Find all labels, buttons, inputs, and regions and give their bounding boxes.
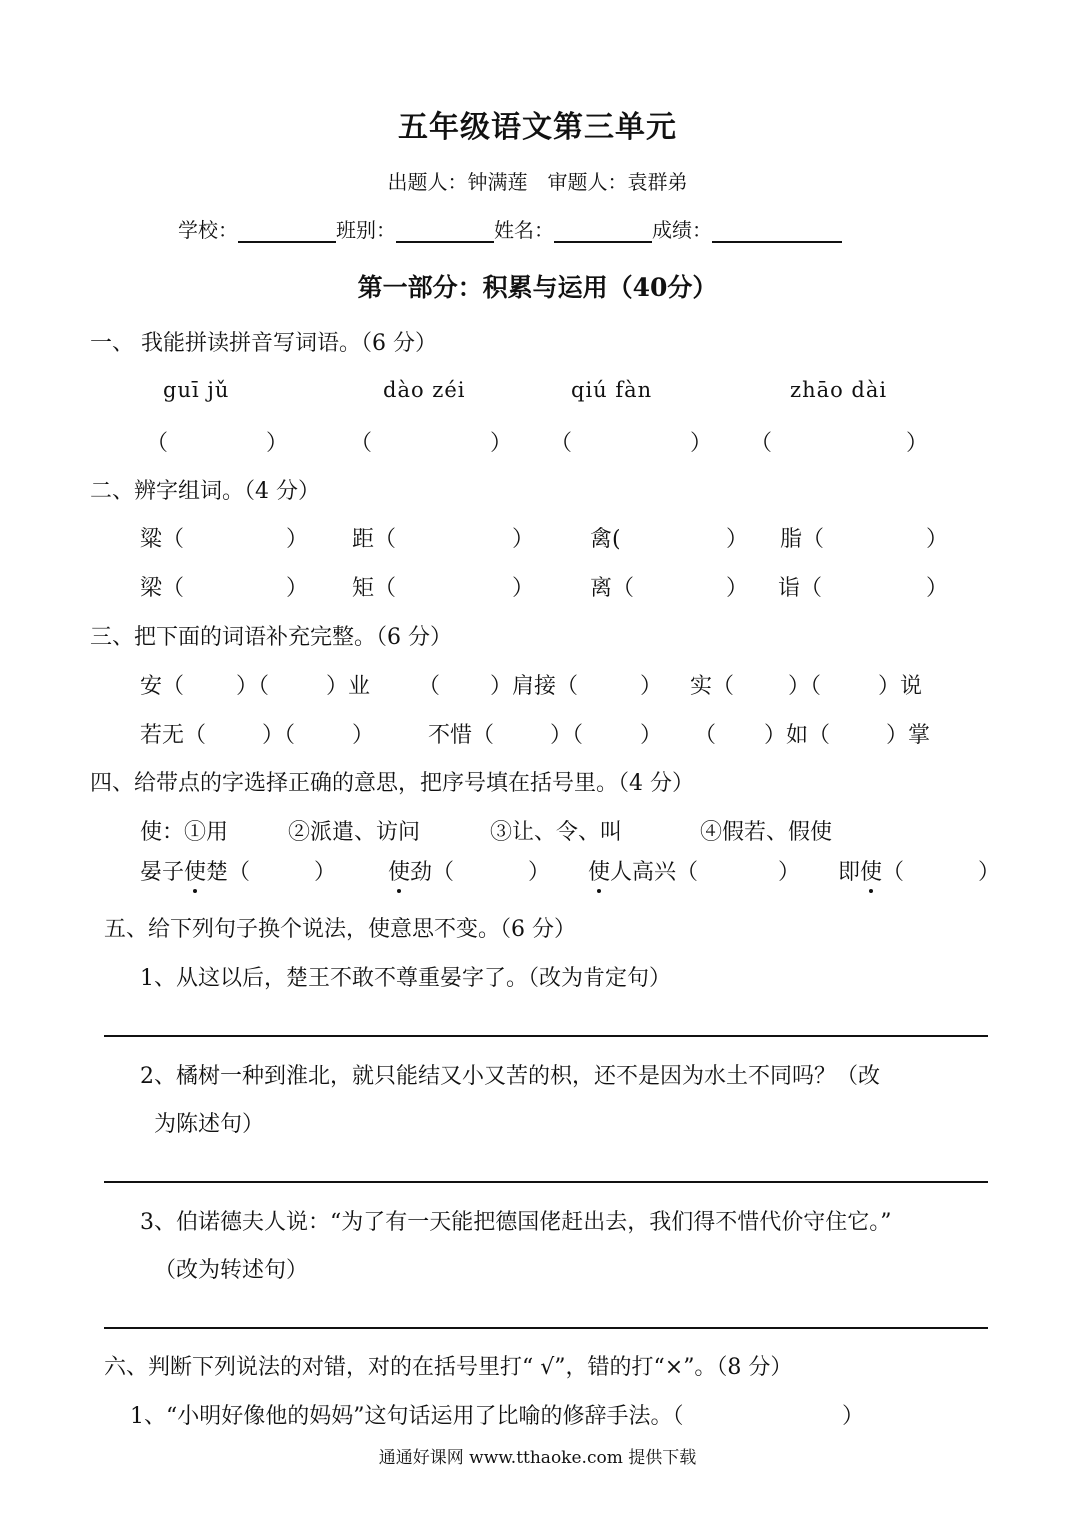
pinyin-1: guī jǔ [163, 378, 230, 402]
q2-r2-d: 诣（ [778, 576, 823, 601]
q4-meaning-3: ③让、令、叫 [490, 820, 623, 845]
q2-r1-a: 粱（ [140, 527, 185, 552]
q2-r2-b-close: ） [512, 576, 535, 601]
q4-item-1-dotted-char: 使 [184, 860, 207, 885]
q3-r1-8: ）（ [788, 674, 822, 699]
class-label: 班别： [336, 218, 396, 242]
student-info-line [178, 214, 842, 243]
paren-close-3: ） [690, 431, 713, 456]
authors-line: 出题人：钟满莲 审题人：袁群弟 [387, 170, 688, 194]
school-label: 学校： [178, 218, 238, 242]
q2-r1-b: 距（ [352, 527, 397, 552]
q4-item-1-pre: 晏子 [140, 860, 185, 885]
q3-r1-3: ）业 [326, 674, 371, 699]
q3-r2-5: ）（ [550, 723, 584, 748]
q3-r2-2: ）（ [262, 723, 296, 748]
name-label: 姓名： [494, 218, 554, 242]
paren-open-2: （ [350, 431, 373, 456]
q4-meaning-4: ④假若、假使 [700, 820, 833, 845]
q4-item-2 [388, 855, 454, 886]
q2-r1-c-close: ） [726, 527, 749, 552]
q5-answer-line-1[interactable] [104, 1035, 988, 1037]
q2-r2-c-close: ） [726, 576, 749, 601]
q5-answer-line-2[interactable] [104, 1181, 988, 1183]
q3-r1-9: ）说 [878, 674, 923, 699]
q3-title: 三、把下面的词语补充完整。（6 分） [90, 625, 452, 650]
paren-open-4: （ [750, 431, 773, 456]
q6-sentence-1: 1、“小明好像他的妈妈”这句话运用了比喻的修辞手法。（ [130, 1404, 684, 1429]
q2-r1-d: 脂（ [780, 527, 825, 552]
q4-item-4-pre: 即 [838, 860, 861, 885]
q4-item-4-post: （ [882, 860, 905, 885]
q5-sentence-3a: 3、伯诺德夫人说：“为了有一天能把德国佬赶出去，我们得不惜代价守住它。” [140, 1210, 892, 1235]
q3-r1-2: ）（ [236, 674, 270, 699]
q3-r1-5: ）肩接（ [490, 674, 579, 699]
q4-item-1-post: 楚（ [206, 860, 251, 885]
q2-r1-a-close: ） [286, 527, 309, 552]
q4-item-3-post: 人高兴（ [610, 860, 699, 885]
q2-r2-d-close: ） [926, 576, 949, 601]
q3-r1-1: 安（ [140, 674, 185, 699]
pinyin-3: qiú fàn [571, 378, 653, 402]
q4-item-4-close: ） [978, 860, 1001, 885]
q2-r1-c: 禽( [590, 527, 621, 552]
q2-r1-b-close: ） [512, 527, 535, 552]
name-blank[interactable] [554, 219, 652, 243]
q3-r1-6: ） [640, 674, 663, 699]
q4-item-3-dotted-char: 使 [588, 860, 611, 885]
q2-r1-d-close: ） [926, 527, 949, 552]
pinyin-2: dào zéi [383, 378, 466, 402]
pinyin-4: zhāo dài [790, 378, 888, 402]
q2-r2-b: 矩（ [352, 576, 397, 601]
q4-meaning-2: ②派遣、访问 [288, 820, 421, 845]
q3-r2-7: （ [694, 723, 717, 748]
q6-title: 六、判断下列说法的对错，对的在括号里打“ √”，错的打“×”。（8 分） [104, 1355, 793, 1380]
q2-r2-a-close: ） [286, 576, 309, 601]
class-blank[interactable] [396, 219, 494, 243]
footer-credit: 通通好课网 www.tthaoke.com 提供下载 [378, 1448, 697, 1468]
q2-r2-c: 离（ [590, 576, 635, 601]
q4-meaning-1: 使：①用 [140, 820, 229, 845]
q3-r2-8: ）如（ [764, 723, 831, 748]
q4-item-4-dotted-char: 使 [860, 860, 883, 885]
q5-sentence-1: 1、从这以后，楚王不敢不尊重晏字了。（改为肯定句） [140, 966, 671, 991]
q4-item-3-close: ） [778, 860, 801, 885]
q5-title: 五、给下列句子换个说法，使意思不变。（6 分） [104, 917, 576, 942]
q1-title: 一、 我能拼读拼音写词语。（6 分） [90, 331, 437, 356]
q3-r2-3: ） [352, 723, 375, 748]
q6-sentence-1-close: ） [842, 1404, 865, 1429]
q4-item-2-close: ） [528, 860, 551, 885]
q3-r1-4: （ [418, 674, 441, 699]
q5-answer-line-3[interactable] [104, 1327, 988, 1329]
paren-open-3: （ [550, 431, 573, 456]
q2-title: 二、辨字组词。（4 分） [90, 479, 320, 504]
paren-close-1: ） [266, 431, 289, 456]
paren-open-1: （ [146, 431, 169, 456]
q5-sentence-3b: （改为转述句） [154, 1258, 309, 1283]
part1-title: 第一部分：积累与运用（40分） [357, 273, 718, 302]
q4-item-2-dotted-char: 使 [388, 860, 411, 885]
score-label: 成绩： [652, 218, 712, 242]
q4-item-1-close: ） [314, 860, 337, 885]
q4-item-4 [838, 855, 904, 886]
paren-close-4: ） [906, 431, 929, 456]
q4-item-3 [588, 855, 698, 886]
q3-r2-1: 若无（ [140, 723, 207, 748]
q4-item-1 [140, 855, 250, 886]
page-title: 五年级语文第三单元 [398, 110, 677, 145]
paren-close-2: ） [490, 431, 513, 456]
q5-sentence-2b: 为陈述句） [154, 1112, 265, 1137]
q4-title: 四、给带点的字选择正确的意思，把序号填在括号里。（4 分） [90, 771, 694, 796]
score-blank[interactable] [712, 219, 842, 243]
q2-r2-a: 梁（ [140, 576, 185, 601]
q3-r2-4: 不惜（ [428, 723, 495, 748]
school-blank[interactable] [238, 219, 336, 243]
q5-sentence-2a: 2、橘树一种到淮北，就只能结又小又苦的枳，还不是因为水土不同吗？（改 [140, 1064, 880, 1089]
q3-r1-7: 实（ [690, 674, 735, 699]
q3-r2-6: ） [640, 723, 663, 748]
q4-item-2-post: 劲（ [410, 860, 455, 885]
q3-r2-9: ）掌 [886, 723, 931, 748]
